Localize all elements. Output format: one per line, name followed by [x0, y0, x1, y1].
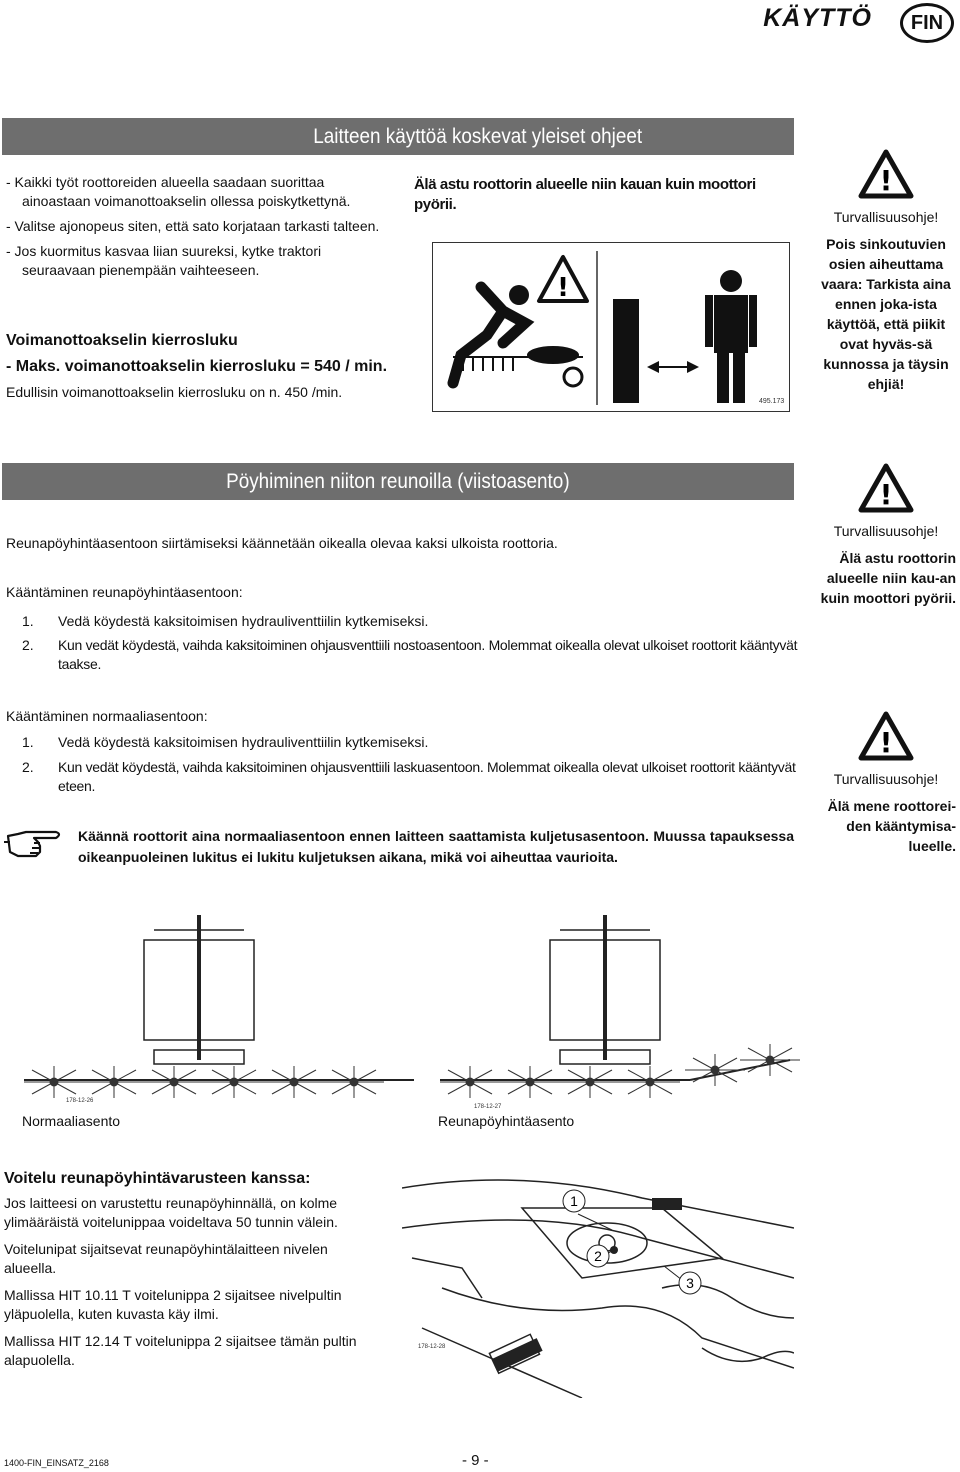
warning-label: Turvallisuusohje! [833, 771, 939, 787]
hinge-detail-drawing [402, 1168, 794, 1398]
edge-position-caption: Reunapöyhintäasento [438, 1113, 575, 1129]
safety-warning-3 [816, 710, 956, 856]
step-number: 1. [22, 734, 34, 750]
lubrication-text [4, 1194, 380, 1370]
bullet-item: - Jos kuormitus kasvaa liian suureksi, kytke traktori seuraavaan pienempään vaihteeseen. [6, 243, 322, 278]
safety-warning-2 [816, 462, 956, 608]
edge-raking-intro: Reunapöyhintäasentoon siirtämiseksi käännetään oikealla olevaa kaksi ulkoista roottoria. [6, 535, 558, 551]
bullet-item: - Valitse ajonopeus siten, että sato korjataan tarkasti talteen. [6, 218, 380, 234]
to-normal-heading: Kääntäminen normaaliasentoon: [6, 708, 208, 724]
warning-triangle-icon [857, 710, 915, 762]
step-text: Kun vedät köydestä, vaihda kaksitoiminen ohjausventtiili laskuasentoon. Molemmat oikealla olevat ulkoiset roottorit kääntyvät eteen. [58, 759, 796, 794]
document-id: 1400-FIN_EINSATZ_2168 [4, 1458, 109, 1468]
page-number: - 9 - [462, 1452, 489, 1469]
lubrication-paragraph: Voitelunipat sijaitsevat reunapöyhintälaitteen nivelen alueella. [4, 1241, 328, 1276]
warning-triangle-icon [857, 462, 915, 514]
figure-code: 178-12-28 [418, 1344, 446, 1350]
step-number: 1. [22, 613, 34, 629]
svg-text:!: ! [879, 726, 893, 759]
svg-text:!: ! [557, 273, 569, 303]
step-number: 2. [22, 759, 34, 775]
page-header-title: KÄYTTÖ [763, 4, 872, 32]
lubrication-photo [402, 1168, 794, 1398]
to-edge-heading: Kääntäminen reunapöyhintäasentoon: [6, 584, 243, 600]
callout-3: 3 [686, 1275, 694, 1291]
transport-note: Käännä roottorit aina normaaliasentoon ennen laitteen saattamista kuljetusasentoon. Muussa tapauksessa oikeanpuoleinen lukitus ei lukitu kuljetuksen aikana, mikä voi aiheuttaa vaurioita. [78, 828, 794, 865]
pto-preferred: Edullisin voimanottoakselin kierrosluku on n. 450 /min. [6, 384, 343, 400]
normal-position-caption: Normaaliasento [22, 1113, 121, 1129]
warning-label: Turvallisuusohje! [833, 209, 939, 225]
normal-position-diagram [14, 910, 424, 1110]
bullet-item: - Kaikki työt roottoreiden alueella saadaan suorittaa ainoastaan voimanottoakselin ollessa poiskytkettynä. [6, 174, 351, 209]
step-text: Vedä köydestä kaksitoimisen hydrauliventtiilin kytkemiseksi. [58, 613, 429, 629]
rotor-danger-figure [432, 242, 790, 412]
lubrication-heading: Voitelu reunapöyhintävarusteen kanssa: [4, 1170, 311, 1187]
step-number: 2. [22, 637, 34, 653]
warning-triangle-icon [857, 148, 915, 200]
figure-code: 178-12-27 [474, 1104, 502, 1110]
section-title-edge-raking: Pöyhiminen niiton reunoilla (viistoasento) [2, 463, 794, 500]
general-instructions [6, 173, 390, 280]
pto-section [6, 332, 390, 400]
language-badge: FIN [900, 3, 954, 43]
lubrication-paragraph: Jos laitteesi on varustettu reunapöyhinnällä, on kolme ylimääräistä voitelunippaa voideltava 50 tunnin välein. [4, 1195, 338, 1230]
svg-text:!: ! [879, 164, 893, 197]
pointing-hand-icon [4, 826, 64, 864]
pto-heading: Voimanottoakselin kierrosluku [6, 332, 238, 349]
lubrication-paragraph: Mallissa HIT 12.14 T voitelunippa 2 sijaitsee tämän pultin alapuolella. [4, 1333, 357, 1368]
callout-1: 1 [570, 1193, 578, 1209]
warning-text: Pois sinkoutuvien osien aiheuttama vaara: Tarkista aina ennen joka-ista käyttöä, että piikit ovat hyväs-sä kunnossa ja täysin ehjiä! [821, 236, 951, 392]
figure-warning-caption: Älä astu roottorin alueelle niin kauan kuin moottori pyörii. [414, 176, 756, 213]
step-text: Vedä köydestä kaksitoimisen hydrauliventtiilin kytkemiseksi. [58, 734, 429, 750]
section-title-general: Laitteen käyttöä koskevat yleiset ohjeet [2, 118, 794, 155]
lubrication-paragraph: Mallissa HIT 10.11 T voitelunippa 2 sijaitsee nivelpultin yläpuolella, kuten kuvasta käy ilmi. [4, 1287, 342, 1322]
callout-2: 2 [594, 1248, 602, 1264]
figure-code: 178-12-26 [66, 1098, 94, 1104]
warning-text: Älä mene roottorei-den kääntymisa-lueelle. [827, 798, 956, 854]
warning-label: Turvallisuusohje! [833, 523, 939, 539]
warning-text: Älä astu roottorin alueelle niin kau-an kuin moottori pyörii. [820, 550, 956, 606]
rotor-danger-illustration [433, 243, 789, 411]
figure-code: 495.173 [759, 398, 785, 405]
svg-text:!: ! [879, 478, 893, 511]
edge-position-diagram [430, 910, 810, 1110]
step-text: Kun vedät köydestä, vaihda kaksitoiminen ohjausventtiili nostoasentoon. Molemmat oikealla olevat ulkoiset roottorit kääntyvät taakse. [58, 637, 798, 672]
pto-max: - Maks. voimanottoakselin kierrosluku = 540 / min. [6, 358, 388, 375]
safety-warning-1 [816, 148, 956, 394]
